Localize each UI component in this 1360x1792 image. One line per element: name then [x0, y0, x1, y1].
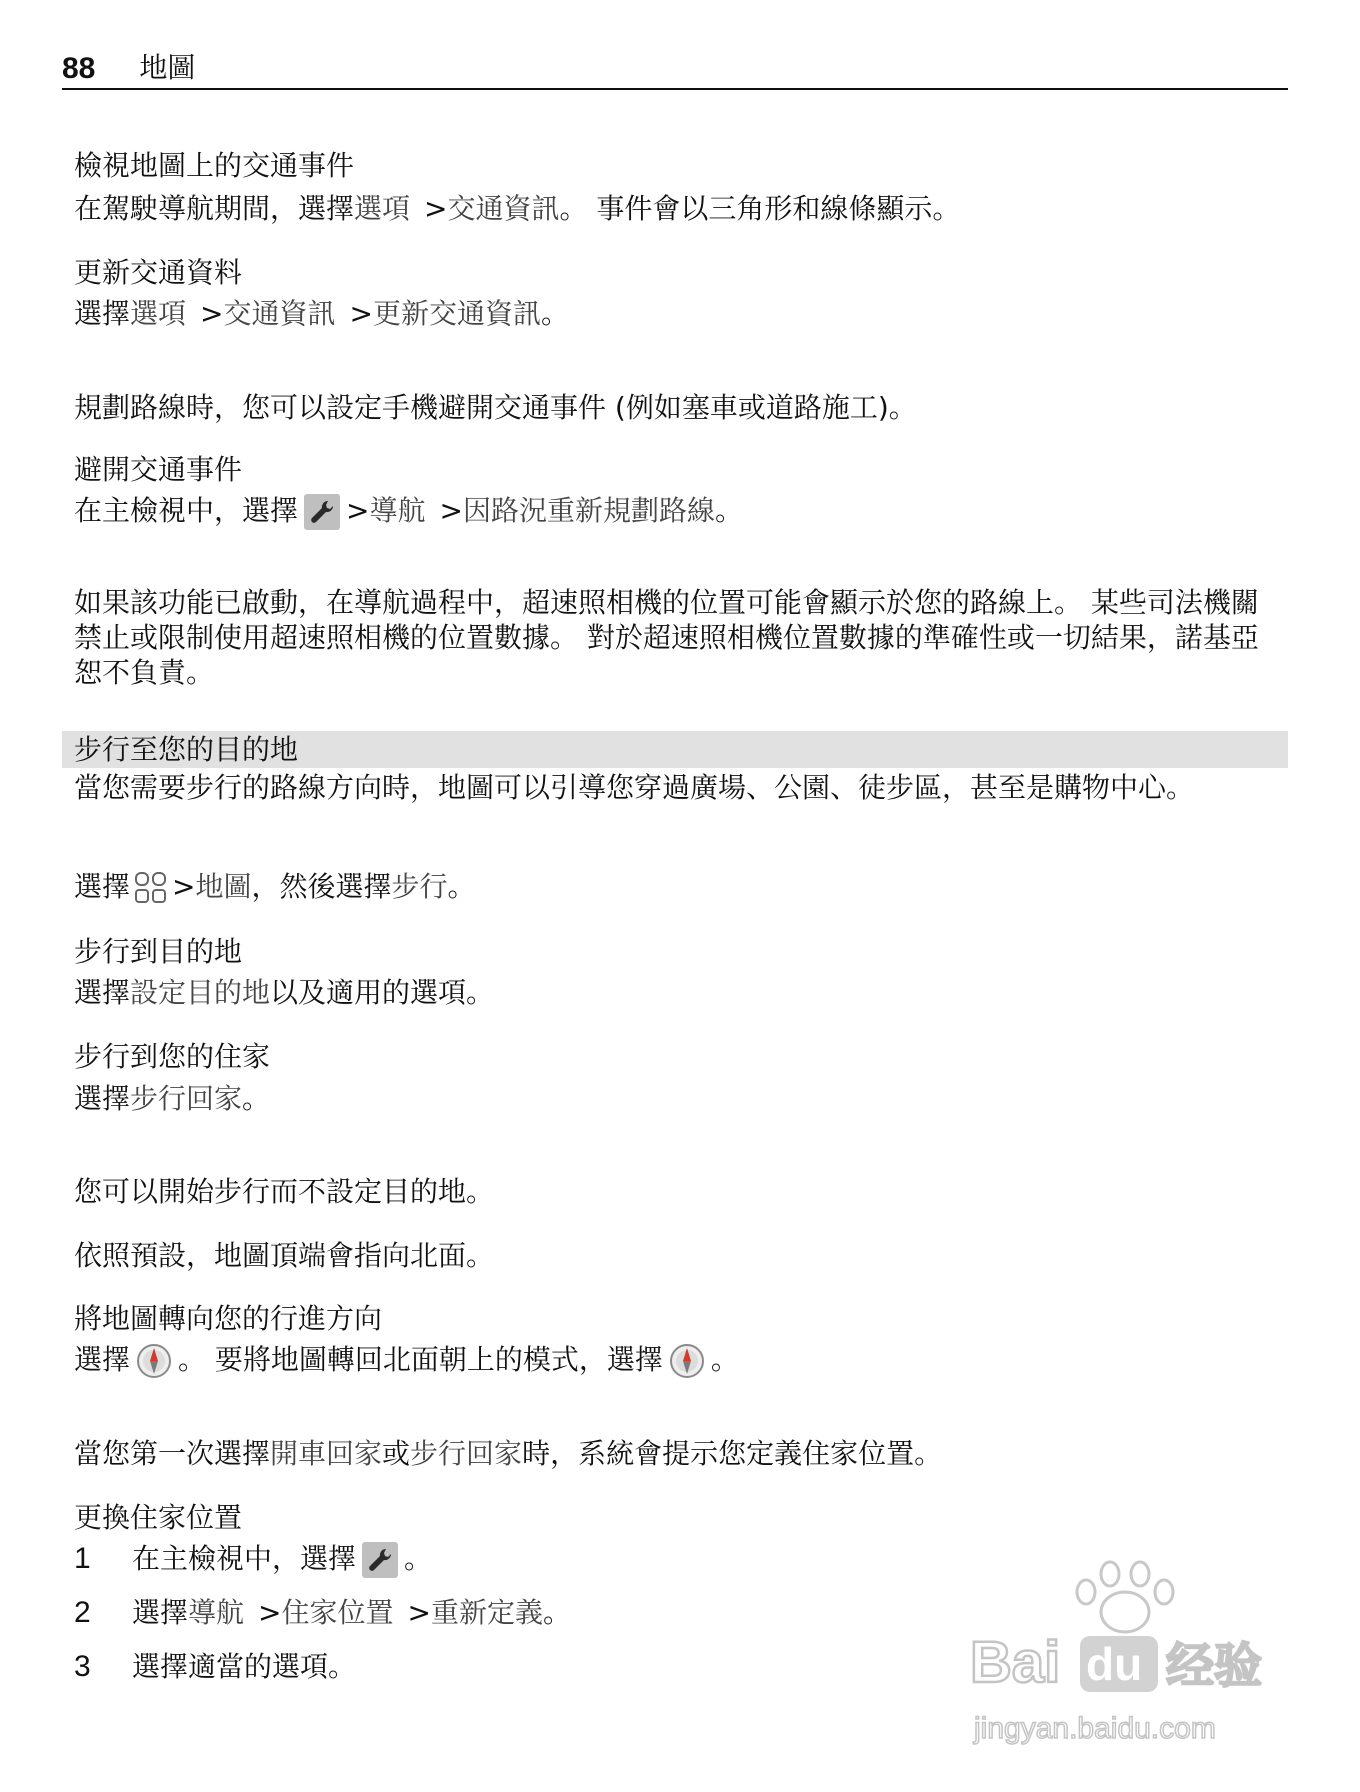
separator: >	[172, 870, 196, 903]
body-text: 。	[543, 1596, 572, 1629]
watermark-brand: Bai	[970, 1630, 1061, 1695]
change-home-heading: 更換住家位置	[74, 1501, 243, 1534]
body-text: 選擇	[132, 1596, 189, 1629]
ui-options: 選項	[130, 297, 187, 330]
body-text: 在駕駛導航期間，選擇	[74, 192, 355, 225]
body-text: 選擇	[74, 1343, 131, 1376]
walk-home-body	[74, 1081, 270, 1117]
traffic-view-heading: 檢視地圖上的交通事件	[74, 149, 355, 182]
ui-navigation: 導航	[369, 494, 426, 527]
compass-icon	[669, 1343, 705, 1379]
body-text: 。	[710, 1343, 739, 1376]
separator: >	[439, 494, 463, 527]
chapter-title: 地圖	[139, 51, 196, 84]
separator: >	[424, 192, 448, 225]
ui-traffic-info: 交通資訊	[447, 192, 560, 225]
body-text: 以及適用的選項。	[270, 976, 495, 1009]
separator: >	[349, 297, 373, 330]
default-north: 依照預設，地圖頂端會指向北面。	[74, 1239, 495, 1272]
step-number: 1	[74, 1542, 91, 1575]
body-text: 。 事件會以三角形和線條顯示。	[559, 192, 961, 225]
ui-home-location: 住家位置	[281, 1596, 394, 1629]
separator: >	[407, 1596, 431, 1629]
walk-no-destination: 您可以開始步行而不設定目的地。	[74, 1175, 495, 1208]
avoid-intro: 規劃路線時，您可以設定手機避開交通事件 (例如塞車或道路施工)。	[74, 391, 917, 424]
body-text: ，然後選擇	[251, 870, 392, 903]
watermark-brand-cn: 经验	[1166, 1638, 1263, 1694]
body-text: 或	[382, 1437, 411, 1470]
ui-walk-home: 步行回家	[410, 1437, 523, 1470]
section-title: 步行至您的目的地	[74, 733, 299, 766]
body-text: 選擇	[74, 1082, 131, 1115]
separator: >	[258, 1596, 282, 1629]
update-traffic-heading: 更新交通資料	[74, 256, 243, 289]
body-text: 。	[404, 1542, 433, 1575]
body-text: 。	[242, 1082, 271, 1115]
page-header	[62, 50, 1288, 90]
ui-walk: 步行	[391, 870, 448, 903]
wrench-icon	[304, 494, 340, 530]
body-text: 。	[447, 870, 476, 903]
body-text: 在主檢視中，選擇	[74, 494, 299, 527]
watermark-brand-box: du	[1086, 1638, 1143, 1690]
separator: >	[346, 494, 370, 527]
wrench-icon	[362, 1542, 398, 1578]
compass-icon	[136, 1343, 172, 1379]
avoid-traffic-body	[74, 493, 743, 530]
ui-navigation: 導航	[188, 1596, 245, 1629]
traffic-view-body	[74, 191, 960, 227]
body-text: 。	[541, 297, 570, 330]
ui-update-traffic: 更新交通資訊	[372, 297, 541, 330]
apps-grid-icon	[134, 871, 168, 905]
ui-options: 選項	[354, 192, 411, 225]
avoid-traffic-heading: 避開交通事件	[74, 453, 243, 486]
ui-drive-home: 開車回家	[270, 1437, 383, 1470]
body-text: 選擇	[74, 976, 131, 1009]
ui-walk-home: 步行回家	[130, 1082, 243, 1115]
walk-destination-heading: 步行到目的地	[74, 935, 243, 968]
body-text: 在主檢視中，選擇	[132, 1542, 357, 1575]
body-text: 時，系統會提示您定義住家位置。	[522, 1437, 943, 1470]
rotate-map-heading: 將地圖轉向您的行進方向	[74, 1302, 383, 1335]
body-text: 選擇	[74, 297, 131, 330]
step-number: 3	[74, 1650, 91, 1683]
baidu-watermark	[960, 1560, 1290, 1760]
page-number: 88	[62, 52, 96, 85]
ui-replan-route: 因路況重新規劃路線	[462, 494, 715, 527]
ui-redefine: 重新定義	[430, 1596, 543, 1629]
body-text: 當您第一次選擇	[74, 1437, 271, 1470]
ui-traffic-info: 交通資訊	[223, 297, 336, 330]
rotate-map-body	[74, 1342, 739, 1379]
body-text: 選擇適當的選項。	[132, 1650, 357, 1683]
paw-icon	[1077, 1562, 1173, 1632]
walk-destination-body	[74, 975, 494, 1011]
list-item	[74, 1595, 571, 1631]
step-number: 2	[74, 1596, 91, 1629]
separator: >	[200, 297, 224, 330]
body-text: 。	[714, 494, 743, 527]
walk-intro: 當您需要步行的路線方向時，地圖可以引導您穿過廣場、公園、徒步區，甚至是購物中心。	[74, 771, 1195, 804]
ui-maps: 地圖	[195, 870, 252, 903]
first-home-line	[74, 1436, 942, 1472]
body-text: 選擇	[74, 870, 131, 903]
watermark-url: jingyan.baidu.com	[974, 1712, 1216, 1745]
list-item	[74, 1649, 356, 1685]
walk-home-heading: 步行到您的住家	[74, 1040, 271, 1073]
section-heading-bar	[62, 731, 1288, 768]
walk-select-line	[74, 869, 476, 905]
ui-set-destination: 設定目的地	[130, 976, 271, 1009]
body-text: 。 要將地圖轉回北面朝上的模式，選擇	[178, 1343, 663, 1376]
list-item	[74, 1541, 432, 1578]
update-traffic-body	[74, 296, 569, 332]
speed-camera-note: 如果該功能已啟動，在導航過程中，超速照相機的位置可能會顯示於您的路線上。 某些司法機關禁止或限制使用超速照相機的位置數據。 對於超速照相機位置數據的準確性或一切結果，諾基亞恕不負責。	[74, 586, 1259, 689]
